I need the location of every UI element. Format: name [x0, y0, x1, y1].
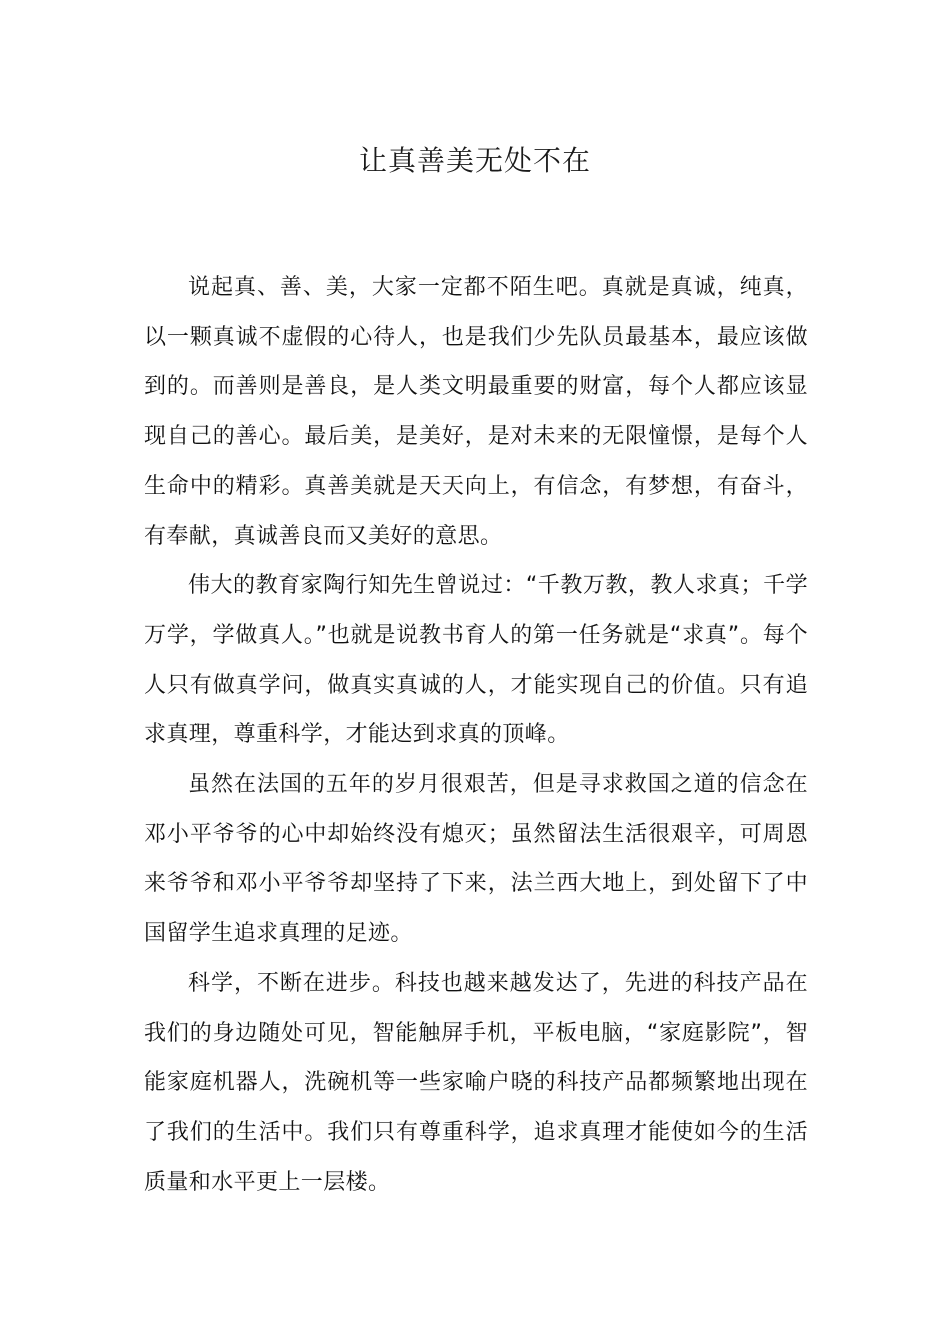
paragraph-2: 伟大的教育家陶行知先生曾说过：“千教万教，教人求真；千学万学，学做真人。”也就是说教书育人的第一任务就是“求真”。每个人只有做真学问，做真实真诚的人，才能实现自己的价值。只有追求真理，尊重科学，才能达到求真的顶峰。 [144, 573, 808, 748]
paragraph-4: 科学，不断在进步。科技也越来越发达了，先进的科技产品在我们的身边随处可见，智能触屏手机，平板电脑，“家庭影院”，智能家庭机器人，洗碗机等一些家喻户晓的科技产品都频繁地出现在了我们的生活中。我们只有尊重科学，追求真理才能使如今的生活质量和水平更上一层楼。 [144, 970, 808, 1195]
paragraph-3: 虽然在法国的五年的岁月很艰苦，但是寻求救国之道的信念在邓小平爷爷的心中却始终没有熄灭；虽然留法生活很艰辛，可周恩来爷爷和邓小平爷爷却坚持了下来，法兰西大地上，到处留下了中国留学生追求真理的足迹。 [144, 772, 808, 947]
document-body [144, 263, 808, 1207]
document-title: 让真善美无处不在 [358, 144, 591, 177]
paragraph-1: 说起真、善、美，大家一定都不陌生吧。真就是真诚，纯真，以一颗真诚不虚假的心待人，也是我们少先队员最基本，最应该做到的。而善则是善良，是人类文明最重要的财富，每个人都应该显现自己的善心。最后美，是美好，是对未来的无限憧憬，是每个人生命中的精彩。真善美就是天天向上，有信念，有梦想，有奋斗，有奉献，真诚善良而又美好的意思。 [144, 275, 808, 549]
